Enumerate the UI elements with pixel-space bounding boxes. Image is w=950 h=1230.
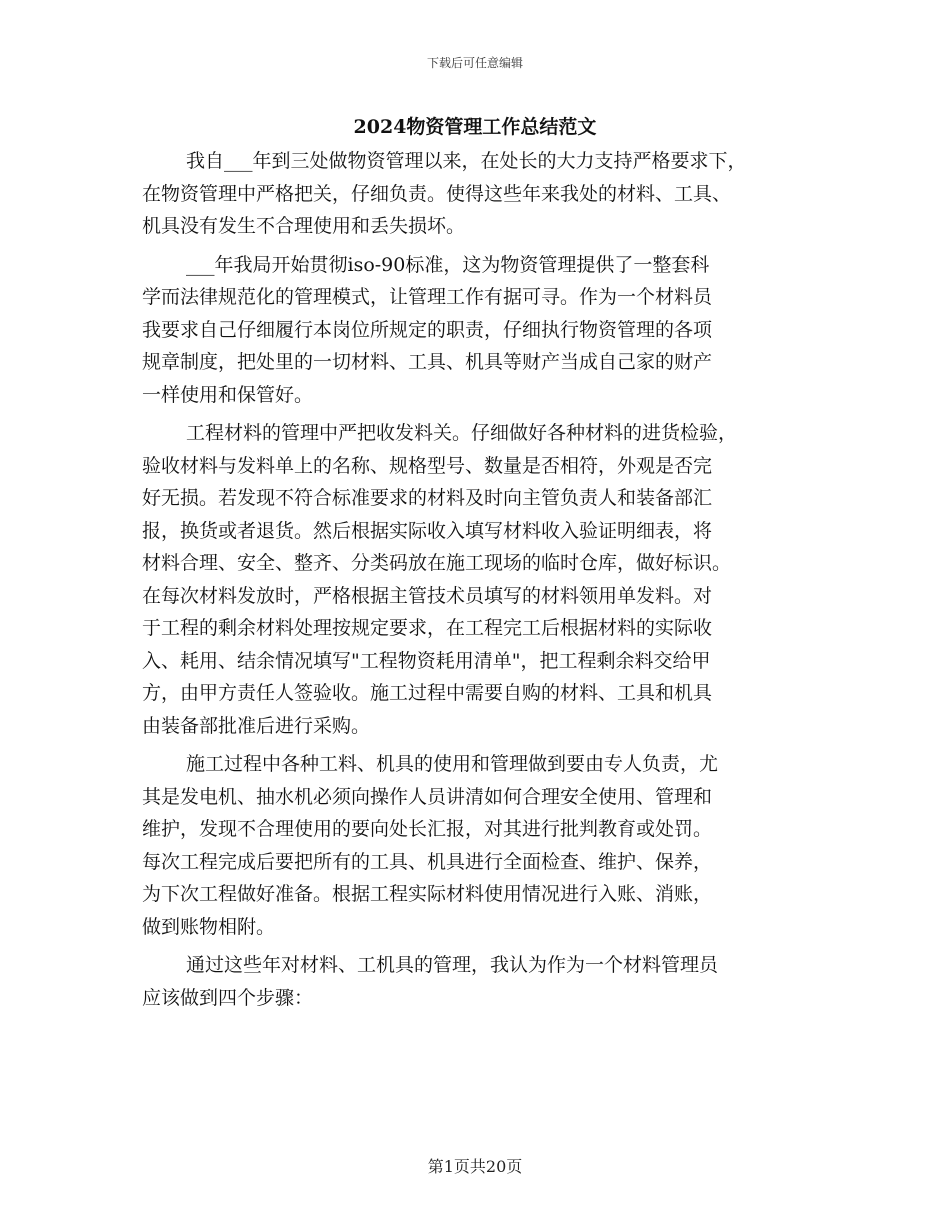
paragraph-line: 材料合理、安全、整齐、分类码放在施工现场的临时仓库，做好标识。 [142,552,732,574]
paragraph-5 [142,949,812,1014]
header-note: 下载后可任意编辑 [426,56,523,70]
paragraph-line: 工程材料的管理中严把收发料关。仔细做好各种材料的进货检验， [186,422,738,444]
paragraph-line: 做到账物相附。 [142,915,276,938]
paragraph-4 [142,748,812,943]
paragraph-line: 由装备部批准后进行采购。 [142,714,371,737]
page-footer: 第1页共20页 [427,1157,523,1176]
paragraph-line: 施工过程中各种工料、机具的使用和管理做到要由专人负责，尤 [186,753,719,775]
paragraph-3 [142,417,812,742]
paragraph-line: 方，由甲方责任人签验收。施工过程中需要自购的材料、工具和机具 [142,682,713,704]
document-title: 2024物资管理工作总结范文 [353,116,597,138]
paragraph-line: 应该做到四个步骤： [142,986,314,1009]
paragraph-line: 验收材料与发料单上的名称、规格型号、数量是否相符，外观是否完 [142,454,713,477]
paragraph-line: 通过这些年对材料、工机具的管理，我认为作为一个材料管理员 [186,954,719,976]
paragraph-line: 入、耗用、结余情况填写"工程物资耗用清单"，把工程剩余料交给甲 [142,649,711,672]
paragraph-line: 在每次材料发放时，严格根据主管技术员填写的材料领用单发料。对 [142,584,713,607]
paragraph-line: 在物资管理中严格把关，仔细负责。使得这些年来我处的材料、工具、 [142,182,732,205]
paragraph-line: 于工程的剩余材料处理按规定要求，在工程完工后根据材料的实际收 [142,617,713,639]
document-body [142,145,812,1020]
paragraph-2 [142,249,812,412]
paragraph-line: 规章制度，把处里的一切材料、工具、机具等财产当成自己家的财产 [142,351,713,373]
paragraph-1 [142,145,812,243]
paragraph-line: 我要求自己仔细履行本岗位所规定的职责，仔细执行物资管理的各项 [142,318,713,341]
paragraph-line: 每次工程完成后要把所有的工具、机具进行全面检查、维护、保养， [142,850,713,873]
paragraph-line: 其是发电机、抽水机必须向操作人员讲清如何合理安全使用、管理和 [142,785,713,808]
paragraph-line: 学而法律规范化的管理模式，让管理工作有据可寻。作为一个材料员 [142,286,713,308]
paragraph-line: 机具没有发生不合理使用和丢失损坏。 [142,215,466,237]
paragraph-line: 一样使用和保管好。 [142,383,314,406]
paragraph-line: 好无损。若发现不符合标准要求的材料及时向主管负责人和装备部汇 [142,487,713,509]
paragraph-line: 维护，发现不合理使用的要向处长汇报，对其进行批判教育或处罚。 [142,818,713,840]
paragraph-line: 我自___年到三处做物资管理以来，在处长的大力支持严格要求下， [186,150,747,172]
paragraph-line: 报，换货或者退货。然后根据实际收入填写材料收入验证明细表，将 [142,519,713,542]
paragraph-line: 为下次工程做好准备。根据工程实际材料使用情况进行入账、消账， [142,883,713,905]
paragraph-line: ___年我局开始贯彻iso-90标准，这为物资管理提供了一整套科 [186,253,710,276]
